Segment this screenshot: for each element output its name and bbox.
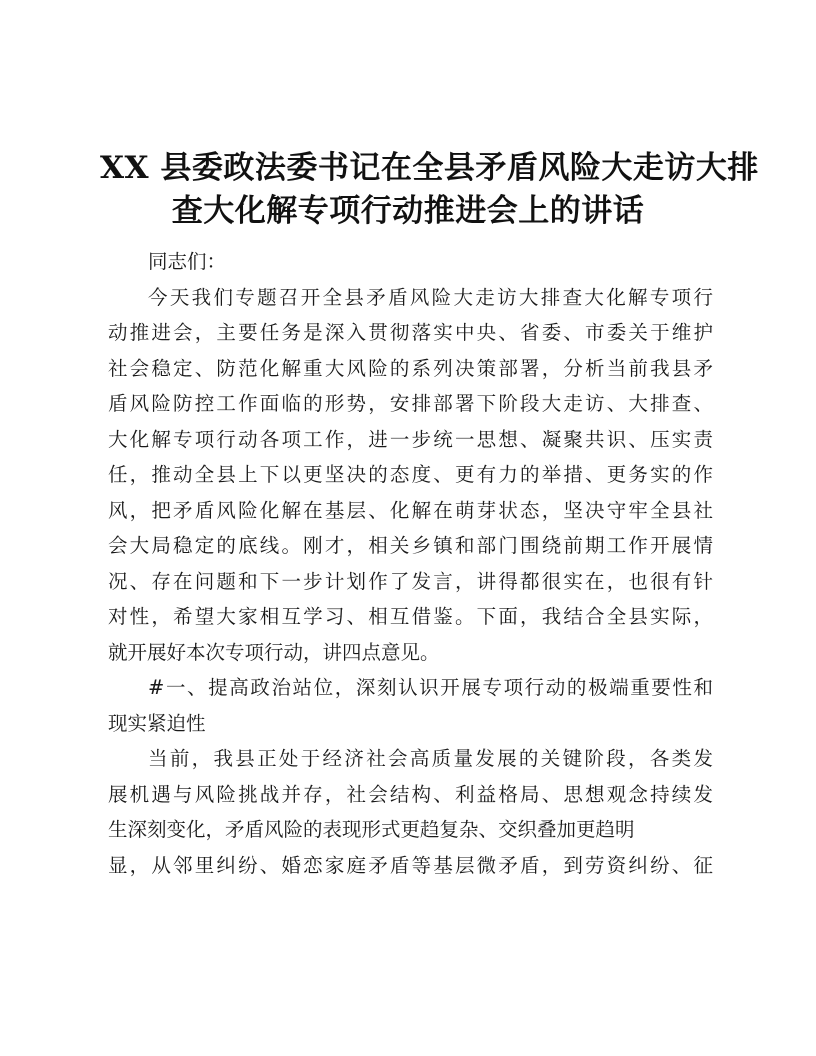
paragraph-1-line: 社会稳定、防范化解重大风险的系列决策部署，分析当前我县矛: [108, 356, 713, 380]
paragraph-2-line: 显，从邻里纠纷、婚恋家庭矛盾等基层微矛盾，到劳资纠纷、征: [108, 853, 713, 877]
paragraph-2-line: 当前，我县正处于经济社会高质量发展的关键阶段，各类发: [148, 747, 713, 770]
paragraph-1-line: 今天我们专题召开全县矛盾风险大走访大排查大化解专项行: [148, 285, 713, 309]
document-title: [100, 147, 759, 233]
document-body: [108, 244, 713, 883]
paragraph-1-line: 任，推动全县上下以更坚决的态度、更有力的举措、更务实的作: [108, 463, 713, 486]
paragraph-1-line: 盾风险防控工作面临的形势，安排部署下阶段大走访、大排查、: [108, 392, 713, 415]
greeting: 同志们：: [148, 250, 227, 273]
section-heading-line: #一、提高政治站位，深刻认识开展专项行动的极端重要性和: [148, 676, 713, 699]
title-line: 查大化解专项行动推进会上的讲话: [171, 193, 645, 229]
paragraph-1-line: 况、存在问题和下一步计划作了发言，讲得都很实在，也很有针: [108, 569, 713, 593]
paragraph-2-line: 展机遇与风险挑战并存，社会结构、利益格局、思想观念持续发: [108, 782, 713, 806]
paragraph-1-line: 大化解专项行动各项工作，进一步统一思想、凝聚共识、压实责: [108, 427, 713, 451]
paragraph-1-line: 就开展好本次专项行动，讲四点意见。: [108, 640, 440, 664]
paragraph-1-line: 动推进会，主要任务是深入贯彻落实中央、省委、市委关于维护: [108, 321, 713, 344]
paragraph-1-line: 风，把矛盾风险化解在基层、化解在萌芽状态，坚决守牢全县社: [108, 498, 713, 522]
paragraph-2-line: 生深刻变化，矛盾风险的表现形式更趋复杂、交织叠加更趋明: [108, 818, 635, 841]
title-line: XX 县委政法委书记在全县矛盾风险大走访大排: [100, 150, 759, 186]
paragraph-1-line: 会大局稳定的底线。刚才，相关乡镇和部门围绕前期工作开展情: [108, 534, 713, 557]
section-heading-line: 现实紧迫性: [108, 711, 206, 735]
paragraph-1-line: 对性，希望大家相互学习、相互借鉴。下面，我结合全县实际，: [108, 605, 713, 628]
